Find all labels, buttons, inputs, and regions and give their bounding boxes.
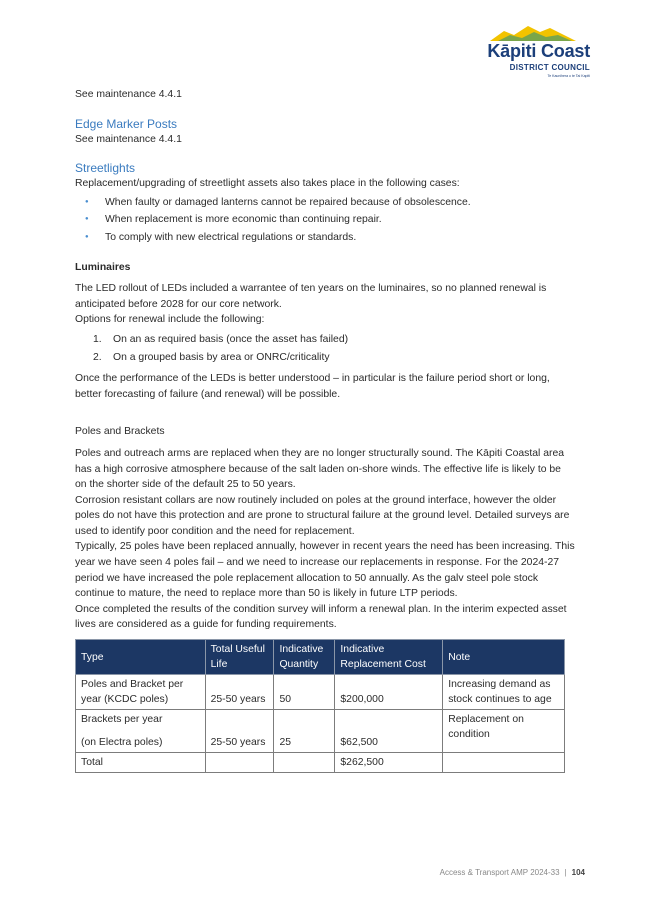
table-cell <box>274 753 335 773</box>
logo-name: Kāpiti Coast <box>487 41 590 61</box>
column-header-quantity: Indicative Quantity <box>274 640 335 675</box>
page-footer <box>300 868 585 877</box>
table-cell: 25-50 years <box>205 710 274 753</box>
table-cell: Poles and Bracket per year (KCDC poles) <box>76 675 206 710</box>
edge-marker-heading: Edge Marker Posts <box>75 116 178 131</box>
table-cell <box>443 753 565 773</box>
list-item: ● To comply with new electrical regulations or standards. <box>75 230 575 246</box>
table-cell: Increasing demand as stock continues to age <box>443 675 565 710</box>
page-number: 104 <box>571 868 585 877</box>
table-cell: 25-50 years <box>205 675 274 710</box>
table-cell <box>205 753 274 773</box>
poles-para-4: Once completed the results of the condition survey will inform a renewal plan. In the interim expected asset lives are considered as a guide for funding requirements. <box>75 603 567 631</box>
footer-document-title: Access & Transport AMP 2024-33 <box>439 868 560 877</box>
column-header-type: Type <box>76 640 206 675</box>
poles-para-2: Corrosion resistant collars are now routinely included on poles at the ground interface, however the older poles do not have this protection and are prone to structural failure at the ground level. Detailed surveys are used to identify poor condition and the need for replacement. <box>75 494 570 537</box>
cell-line: Brackets per year <box>81 714 163 726</box>
streetlights-bullet-list <box>75 195 575 246</box>
table-row <box>76 710 565 753</box>
poles-renewal-table <box>75 639 565 773</box>
poles-para-3: Typically, 25 poles have been replaced annually, however in recent years the need has been increasing. This year we have seen 4 poles fail – and we need to increase our replacements in response. For the 2024-27 period we have increased the pole replacement allocation to 50 annually. As the galv steel pole stock continue to mature, the need to replace more than 50 is likely in future LTP periods. <box>75 541 575 600</box>
renewal-options-list <box>75 332 575 365</box>
streetlights-heading: Streetlights <box>75 161 136 176</box>
luminaires-para-3: Once the performance of the LEDs is better understood – in particular is the failure period short or long, better forecasting of failure (and renewal) will be possible. <box>75 373 550 400</box>
hills-icon <box>488 24 578 42</box>
column-header-cost: Indicative Replacement Cost <box>335 640 443 675</box>
table-cell: 50 <box>274 675 335 710</box>
list-item: ● When faulty or damaged lanterns cannot be repaired because of obsolescence. <box>75 195 575 211</box>
table-cell: $262,500 <box>335 753 443 773</box>
table-header-row <box>76 640 565 675</box>
document-body <box>75 87 575 773</box>
table-cell: Replacement on condition <box>443 710 565 753</box>
edge-marker-text: See maintenance 4.4.1 <box>75 133 182 145</box>
list-item: 2. On a grouped basis by area or ONRC/criticality <box>93 351 330 363</box>
table-total-row <box>76 753 565 773</box>
table-cell <box>76 710 206 753</box>
streetlights-intro: Replacement/upgrading of streetlight assets also takes place in the following cases: <box>75 178 460 190</box>
council-logo <box>472 24 592 80</box>
poles-para-1: Poles and outreach arms are replaced when they are no longer structurally sound. The Kāpiti Coastal area has a high corrosive atmosphere because of the salt laden on-shore winds. The effective life is likely to be on the shorter side of the default 25 to 50 years. <box>75 447 565 491</box>
column-header-life: Total Useful Life <box>205 640 274 675</box>
logo-tagline: Te Kaunihera o te Tai Kapiti <box>547 74 590 78</box>
luminaires-para-2: Options for renewal include the following: <box>75 314 265 326</box>
table-cell: Total <box>76 753 206 773</box>
table-row <box>76 675 565 710</box>
list-item: 1. On an as required basis (once the asset has failed) <box>93 333 349 345</box>
logo-subname: DISTRICT COUNCIL <box>509 63 590 72</box>
intro-line: See maintenance 4.4.1 <box>75 89 182 100</box>
table-cell: 25 <box>274 710 335 753</box>
luminaires-para-1: The LED rollout of LEDs included a warrantee of ten years on the luminaires, so no planned renewal is anticipated before 2028 for our core network. <box>75 283 547 310</box>
cell-line: (on Electra poles) <box>81 737 163 749</box>
luminaires-heading: Luminaires <box>75 261 131 273</box>
table-cell: $62,500 <box>335 710 443 753</box>
poles-heading: Poles and Brackets <box>75 426 165 438</box>
column-header-note: Note <box>443 640 565 675</box>
list-item: ● When replacement is more economic than continuing repair. <box>75 212 575 228</box>
footer-separator: | <box>564 868 567 877</box>
table-cell: $200,000 <box>335 675 443 710</box>
